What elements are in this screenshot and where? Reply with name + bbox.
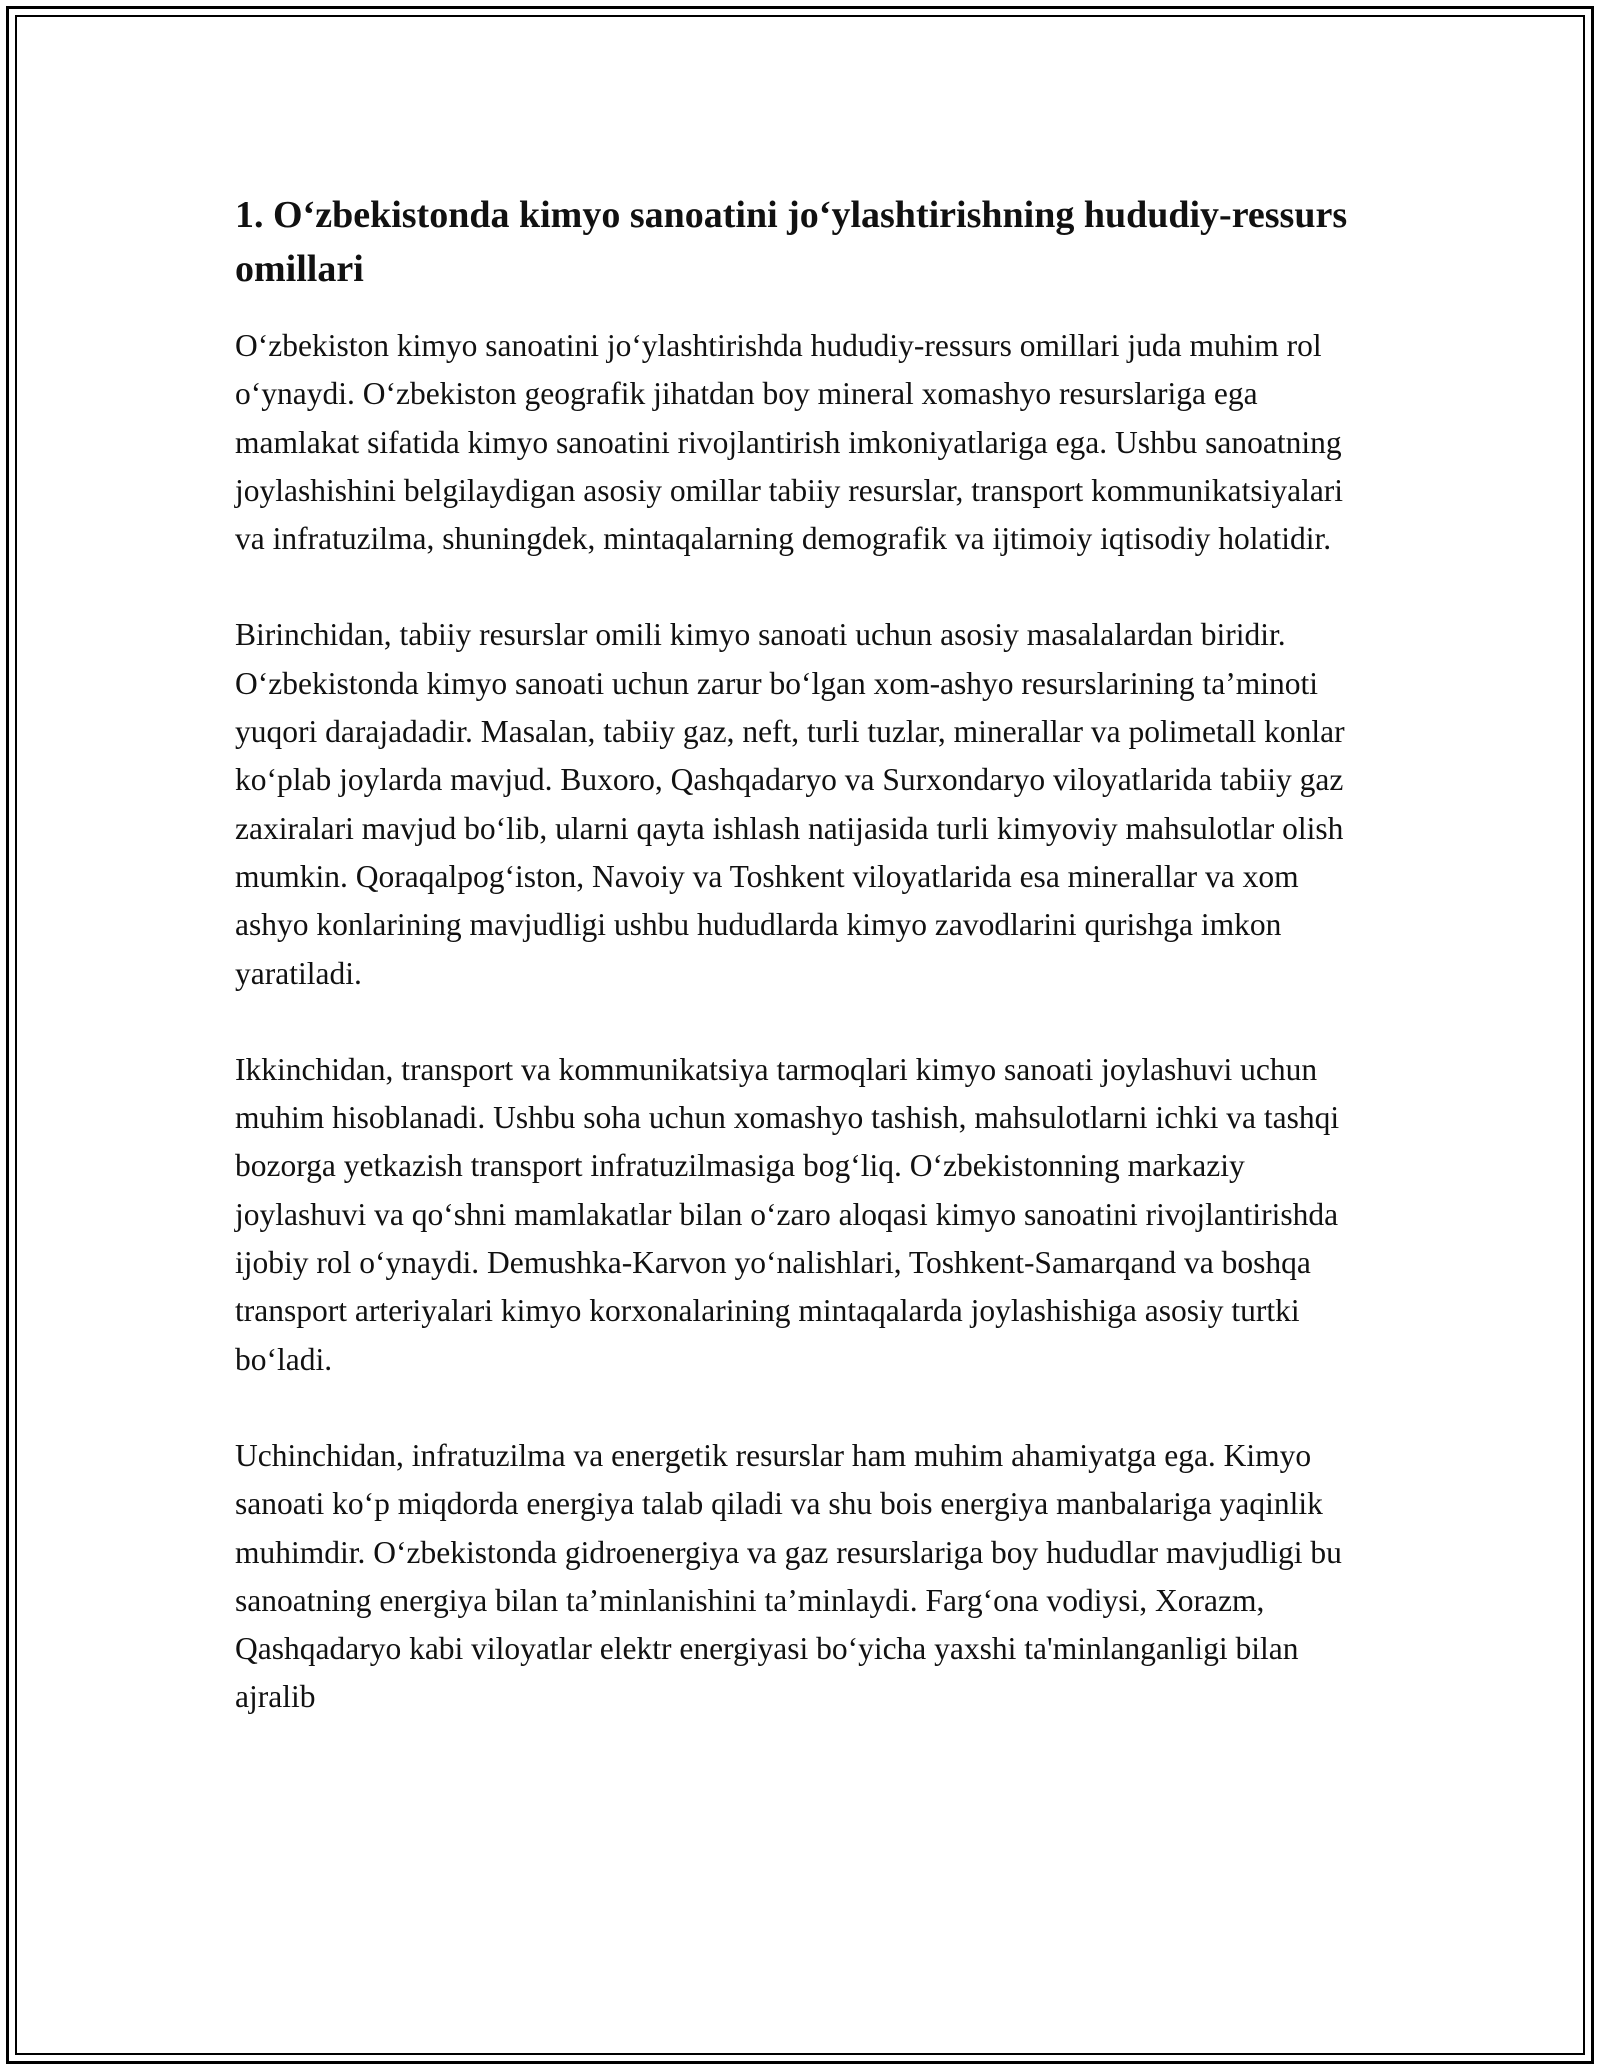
document-body bbox=[235, 188, 1370, 1722]
paragraph-intro: O‘zbekiston kimyo sanoatini jo‘ylashtirishda hududiy-ressurs omillari juda muhim rol o‘ynaydi. O‘zbekiston geografik jihatdan boy mineral xomashyo resurslariga ega mamlakat sifatida kimyo sanoatini rivojlantirish imkoniyatlariga ega. Ushbu sanoatning joylashishini belgilaydigan asosiy omillar tabiiy resurslar, transport kommunikatsiyalari va infratuzilma, shuningdek, mintaqalarning demografik va ijtimoiy iqtisodiy holatidir. bbox=[235, 328, 1344, 557]
section-heading: 1. O‘zbekistonda kimyo sanoatini jo‘ylashtirishning hududiy-ressurs omillari bbox=[235, 194, 1348, 290]
paragraph-natural-resources: Birinchidan, tabiiy resurslar omili kimyo sanoati uchun asosiy masalalardan biridir. O‘zbekistonda kimyo sanoati uchun zarur bo‘lgan xom-ashyo resurslarining ta’minoti yuqori darajadadir. Masalan, tabiiy gaz, neft, turli tuzlar, minerallar va polimetall konlar ko‘plab joylarda mavjud. Buxoro, Qashqadaryo va Surxondaryo viloyatlarida tabiiy gaz zaxiralari mavjud bo‘lib, ularni qayta ishlash natijasida turli kimyoviy mahsulotlar olish mumkin. Qoraqalpog‘iston, Navoiy va Toshkent viloyatlarida esa minerallar va xom ashyo konlarining mavjudligi ushbu hududlarda kimyo zavodlarini qurishga imkon yaratiladi. bbox=[235, 617, 1345, 991]
paragraph-transport: Ikkinchidan, transport va kommunikatsiya tarmoqlari kimyo sanoati joylashuvi uchun muhim hisoblanadi. Ushbu soha uchun xomashyo tashish, mahsulotlarni ichki va tashqi bozorga yetkazish transport infratuzilmasiga bog‘liq. O‘zbekistonning markaziy joylashuvi va qo‘shni mamlakatlar bilan o‘zaro aloqasi kimyo sanoatini rivojlantirishda ijobiy rol o‘ynaydi. Demushka-Karvon yo‘nalishlari, Toshkent-Samarqand va boshqa transport arteriyalari kimyo korxonalarining mintaqalarda joylashishiga asosiy turtki bo‘ladi. bbox=[235, 1051, 1340, 1377]
paragraph-infrastructure-energy: Uchinchidan, infratuzilma va energetik resurslar ham muhim ahamiyatga ega. Kimyo sanoati ko‘p miqdorda energiya talab qiladi va shu bois energiya manbalariga yaqinlik muhimdir. O‘zbekistonda gidroenergiya va gaz resurslariga boy hududlar mavjudligi bu sanoatning energiya bilan ta’minlanishini ta’minlaydi. Farg‘ona vodiysi, Xorazm, Qashqadaryo kabi viloyatlar elektr energiyasi bo‘yicha yaxshi ta'minlanganligi bilan ajralib bbox=[235, 1437, 1342, 1715]
